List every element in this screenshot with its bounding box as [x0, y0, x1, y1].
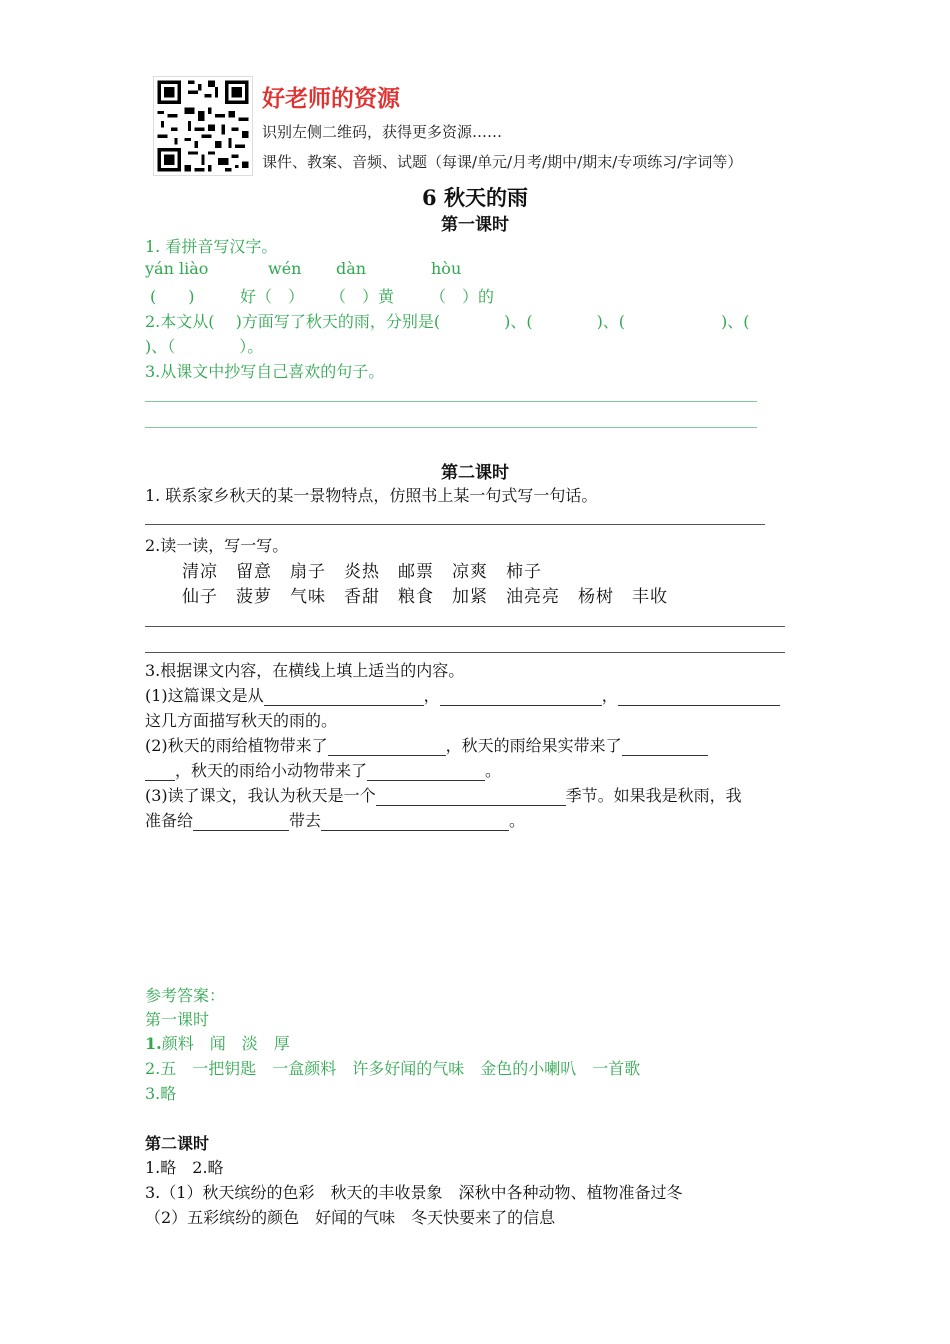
fill-blank[interactable]: [321, 812, 509, 831]
comma: ，: [423, 686, 440, 705]
answers-lesson2-heading: 第二课时: [145, 1134, 210, 1153]
fill-blank[interactable]: [193, 812, 289, 831]
answers-l2-a1: 1.略 2.略: [145, 1158, 224, 1177]
fill-blank[interactable]: [145, 762, 175, 781]
lesson2-q2: 2.读一读，写一写。: [145, 536, 289, 555]
q1-blank-3: （ ）黄: [330, 287, 395, 306]
q3-1-prefix: (1)这篇课文是从: [145, 686, 264, 705]
page-title: 6 秋天的雨: [422, 185, 528, 210]
fill-blank[interactable]: [622, 737, 708, 756]
answers-heading: 参考答案：: [145, 986, 226, 1005]
lesson1-q1: 1. 看拼音写汉字。: [145, 237, 278, 256]
lesson1-q2-line2: )、（ ）。: [145, 337, 264, 356]
period: 。: [485, 761, 502, 780]
q3-3-line: [145, 783, 742, 806]
q3-2-animals: ，秋天的雨给小动物带来了: [175, 761, 368, 780]
q1-blank-1: ( ): [150, 287, 195, 306]
answer-line[interactable]: [145, 401, 757, 402]
q3-2-mid: ，秋天的雨给果实带来了: [445, 736, 622, 755]
q3-3-bring: 带去: [289, 811, 322, 830]
fill-blank[interactable]: [618, 687, 780, 706]
pinyin-4: hòu: [431, 259, 462, 278]
fill-blank[interactable]: [440, 687, 602, 706]
answers-l1-a3: 3.略: [145, 1084, 177, 1103]
brand-text: 好老师的资源: [262, 86, 400, 112]
period: 。: [509, 811, 526, 830]
fill-blank[interactable]: [264, 687, 424, 706]
q3-1-suffix: 这几方面描写秋天的雨的。: [145, 711, 338, 730]
brand-title: [262, 80, 400, 113]
answers-l1-a2: 2.五 一把钥匙 一盒颜料 许多好闻的气味 金色的小喇叭 一首歌: [145, 1059, 641, 1078]
q1-blank-2: 好（ ）: [240, 287, 305, 306]
fill-blank[interactable]: [376, 787, 566, 806]
word-row-2: 仙子 菠萝 气味 香甜 粮食 加紧 油亮亮 杨树 丰收: [182, 587, 668, 607]
answer-line[interactable]: [145, 524, 765, 525]
lesson1-q3: 3.从课文中抄写自己喜欢的句子。: [145, 362, 385, 381]
q3-2-line2: [145, 758, 501, 781]
answer-text: 颜料 闻 淡 厚: [161, 1034, 290, 1053]
q3-2-prefix: (2)秋天的雨给植物带来了: [145, 736, 328, 755]
answers-l2-a3-1: 3.（1）秋天缤纷的色彩 秋天的丰收景象 深秋中各种动物、植物准备过冬: [145, 1183, 683, 1202]
lesson1-q2-line1: 2.本文从( )方面写了秋天的雨，分别是( )、( )、( )、(: [145, 312, 750, 331]
answer-line[interactable]: [145, 626, 785, 627]
fill-blank[interactable]: [367, 762, 485, 781]
answers-lesson1-heading: 第一课时: [145, 1010, 210, 1029]
answers-l2-a3-2: （2）五彩缤纷的颜色 好闻的气味 冬天快要来了的信息: [145, 1208, 556, 1227]
q3-3-mid: 季节。如果我是秋雨，我: [565, 786, 742, 805]
answer-number: 1.: [145, 1034, 162, 1053]
header-line-1: 识别左侧二维码，获得更多资源……: [262, 123, 503, 141]
q3-3-line2: [145, 808, 525, 831]
word-row-1: 清凉 留意 扇子 炎热 邮票 凉爽 柿子: [182, 562, 542, 582]
q3-2-line: [145, 733, 708, 756]
header-line-2: 课件、教案、音频、试题（每课/单元/月考/期中/期末/专项练习/字词等）: [262, 153, 743, 171]
lesson1-heading: 第一课时: [441, 215, 509, 235]
q3-3-prefix: (3)读了课文，我认为秋天是一个: [145, 786, 376, 805]
fill-blank[interactable]: [328, 737, 446, 756]
pinyin-2: wén: [268, 259, 302, 278]
pinyin-1: yán liào: [145, 259, 209, 278]
lesson2-q1: 1. 联系家乡秋天的某一景物特点，仿照书上某一句式写一句话。: [145, 486, 598, 505]
answer-line[interactable]: [145, 652, 785, 653]
answer-line[interactable]: [145, 427, 757, 428]
pinyin-3: dàn: [336, 259, 367, 278]
answers-l1-a1: [145, 1031, 290, 1054]
comma: ，: [601, 686, 618, 705]
q1-blank-4: （ ）的: [430, 287, 495, 306]
qr-code-image: [153, 76, 253, 176]
lesson2-heading: 第二课时: [441, 463, 509, 483]
q3-1-line: [145, 683, 780, 706]
q3-3-give: 准备给: [145, 811, 194, 830]
lesson2-q3: 3.根据课文内容，在横线上填上适当的内容。: [145, 661, 465, 680]
